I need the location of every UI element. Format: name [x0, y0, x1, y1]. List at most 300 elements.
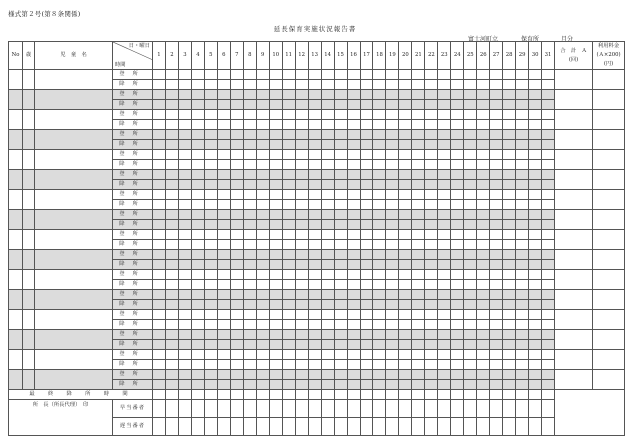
time-cell[interactable] — [230, 140, 243, 150]
time-cell[interactable] — [153, 80, 166, 90]
time-cell[interactable] — [425, 270, 438, 280]
no-cell[interactable] — [9, 170, 23, 190]
time-cell[interactable] — [204, 190, 217, 200]
time-cell[interactable] — [308, 90, 321, 100]
time-cell[interactable] — [308, 270, 321, 280]
staff-cell[interactable] — [295, 418, 308, 436]
time-cell[interactable] — [165, 70, 178, 80]
time-cell[interactable] — [178, 210, 191, 220]
time-cell[interactable] — [321, 350, 334, 360]
time-cell[interactable] — [464, 210, 477, 220]
time-cell[interactable] — [503, 360, 516, 370]
time-cell[interactable] — [269, 300, 282, 310]
time-cell[interactable] — [386, 350, 399, 360]
time-cell[interactable] — [153, 180, 166, 190]
time-cell[interactable] — [490, 160, 503, 170]
time-cell[interactable] — [373, 160, 386, 170]
time-cell[interactable] — [438, 150, 451, 160]
time-cell[interactable] — [425, 130, 438, 140]
time-cell[interactable] — [321, 110, 334, 120]
staff-cell[interactable] — [204, 400, 217, 418]
time-cell[interactable] — [516, 70, 529, 80]
time-cell[interactable] — [451, 200, 464, 210]
time-cell[interactable] — [425, 310, 438, 320]
time-cell[interactable] — [217, 150, 230, 160]
time-cell[interactable] — [153, 370, 166, 380]
time-cell[interactable] — [295, 260, 308, 270]
time-cell[interactable] — [477, 170, 490, 180]
staff-cell[interactable] — [503, 418, 516, 436]
staff-cell[interactable] — [438, 418, 451, 436]
time-cell[interactable] — [529, 120, 542, 130]
time-cell[interactable] — [529, 130, 542, 140]
time-cell[interactable] — [269, 140, 282, 150]
time-cell[interactable] — [165, 250, 178, 260]
time-cell[interactable] — [412, 300, 425, 310]
time-cell[interactable] — [503, 180, 516, 190]
time-cell[interactable] — [178, 260, 191, 270]
time-cell[interactable] — [308, 160, 321, 170]
staff-cell[interactable] — [477, 400, 490, 418]
time-cell[interactable] — [399, 110, 412, 120]
time-cell[interactable] — [153, 150, 166, 160]
time-cell[interactable] — [529, 290, 542, 300]
time-cell[interactable] — [347, 140, 360, 150]
time-cell[interactable] — [295, 70, 308, 80]
time-cell[interactable] — [503, 320, 516, 330]
time-cell[interactable] — [373, 210, 386, 220]
time-cell[interactable] — [360, 270, 373, 280]
time-cell[interactable] — [490, 350, 503, 360]
child-name-cell[interactable] — [35, 290, 113, 310]
staff-cell[interactable] — [243, 418, 256, 436]
time-cell[interactable] — [360, 230, 373, 240]
time-cell[interactable] — [295, 160, 308, 170]
time-cell[interactable] — [490, 210, 503, 220]
time-cell[interactable] — [399, 160, 412, 170]
time-cell[interactable] — [334, 250, 347, 260]
time-cell[interactable] — [308, 200, 321, 210]
time-cell[interactable] — [373, 320, 386, 330]
time-cell[interactable] — [464, 180, 477, 190]
time-cell[interactable] — [477, 180, 490, 190]
time-cell[interactable] — [243, 290, 256, 300]
total-cell[interactable] — [555, 170, 593, 190]
staff-cell[interactable] — [334, 418, 347, 436]
time-cell[interactable] — [204, 340, 217, 350]
time-cell[interactable] — [399, 120, 412, 130]
time-cell[interactable] — [191, 180, 204, 190]
time-cell[interactable] — [425, 320, 438, 330]
fee-cell[interactable] — [593, 90, 625, 110]
time-cell[interactable] — [529, 140, 542, 150]
time-cell[interactable] — [204, 230, 217, 240]
time-cell[interactable] — [165, 220, 178, 230]
child-name-cell[interactable] — [35, 250, 113, 270]
time-cell[interactable] — [399, 100, 412, 110]
time-cell[interactable] — [243, 310, 256, 320]
time-cell[interactable] — [516, 90, 529, 100]
time-cell[interactable] — [516, 380, 529, 390]
time-cell[interactable] — [360, 160, 373, 170]
time-cell[interactable] — [191, 210, 204, 220]
time-cell[interactable] — [295, 340, 308, 350]
time-cell[interactable] — [256, 140, 269, 150]
time-cell[interactable] — [256, 180, 269, 190]
time-cell[interactable] — [334, 310, 347, 320]
time-cell[interactable] — [386, 150, 399, 160]
time-cell[interactable] — [386, 180, 399, 190]
time-cell[interactable] — [217, 360, 230, 370]
time-cell[interactable] — [451, 110, 464, 120]
time-cell[interactable] — [386, 80, 399, 90]
time-cell[interactable] — [399, 90, 412, 100]
time-cell[interactable] — [503, 270, 516, 280]
time-cell[interactable] — [165, 350, 178, 360]
time-cell[interactable] — [308, 130, 321, 140]
time-cell[interactable] — [165, 210, 178, 220]
time-cell[interactable] — [308, 370, 321, 380]
time-cell[interactable] — [204, 90, 217, 100]
time-cell[interactable] — [490, 180, 503, 190]
staff-cell[interactable] — [321, 418, 334, 436]
time-cell[interactable] — [399, 210, 412, 220]
time-cell[interactable] — [451, 130, 464, 140]
time-cell[interactable] — [308, 330, 321, 340]
time-cell[interactable] — [347, 120, 360, 130]
staff-cell[interactable] — [490, 418, 503, 436]
staff-cell[interactable] — [412, 418, 425, 436]
time-cell[interactable] — [321, 100, 334, 110]
time-cell[interactable] — [256, 70, 269, 80]
time-cell[interactable] — [308, 100, 321, 110]
time-cell[interactable] — [217, 210, 230, 220]
time-cell[interactable] — [217, 130, 230, 140]
time-cell[interactable] — [516, 190, 529, 200]
child-name-cell[interactable] — [35, 270, 113, 290]
time-cell[interactable] — [347, 150, 360, 160]
age-cell[interactable] — [23, 250, 35, 270]
time-cell[interactable] — [360, 280, 373, 290]
time-cell[interactable] — [542, 70, 555, 80]
time-cell[interactable] — [334, 270, 347, 280]
time-cell[interactable] — [477, 280, 490, 290]
total-cell[interactable] — [555, 370, 593, 390]
time-cell[interactable] — [153, 170, 166, 180]
staff-cell[interactable] — [282, 418, 295, 436]
time-cell[interactable] — [204, 270, 217, 280]
time-cell[interactable] — [243, 150, 256, 160]
time-cell[interactable] — [464, 120, 477, 130]
time-cell[interactable] — [178, 250, 191, 260]
time-cell[interactable] — [438, 190, 451, 200]
time-cell[interactable] — [516, 130, 529, 140]
time-cell[interactable] — [464, 220, 477, 230]
total-cell[interactable] — [555, 110, 593, 130]
time-cell[interactable] — [542, 350, 555, 360]
time-cell[interactable] — [282, 110, 295, 120]
time-cell[interactable] — [165, 200, 178, 210]
time-cell[interactable] — [464, 90, 477, 100]
time-cell[interactable] — [295, 280, 308, 290]
time-cell[interactable] — [412, 130, 425, 140]
time-cell[interactable] — [529, 370, 542, 380]
time-cell[interactable] — [204, 240, 217, 250]
no-cell[interactable] — [9, 90, 23, 110]
time-cell[interactable] — [451, 120, 464, 130]
time-cell[interactable] — [373, 150, 386, 160]
time-cell[interactable] — [282, 200, 295, 210]
time-cell[interactable] — [153, 230, 166, 240]
time-cell[interactable] — [490, 250, 503, 260]
child-name-cell[interactable] — [35, 210, 113, 230]
time-cell[interactable] — [334, 110, 347, 120]
time-cell[interactable] — [204, 160, 217, 170]
time-cell[interactable] — [516, 100, 529, 110]
total-cell[interactable] — [555, 270, 593, 290]
time-cell[interactable] — [204, 140, 217, 150]
time-cell[interactable] — [516, 240, 529, 250]
staff-cell[interactable] — [425, 418, 438, 436]
time-cell[interactable] — [399, 290, 412, 300]
no-cell[interactable] — [9, 150, 23, 170]
time-cell[interactable] — [204, 320, 217, 330]
time-cell[interactable] — [386, 130, 399, 140]
final-time-cell[interactable] — [516, 390, 529, 400]
time-cell[interactable] — [373, 270, 386, 280]
time-cell[interactable] — [386, 310, 399, 320]
time-cell[interactable] — [386, 260, 399, 270]
time-cell[interactable] — [178, 100, 191, 110]
time-cell[interactable] — [282, 170, 295, 180]
time-cell[interactable] — [412, 320, 425, 330]
time-cell[interactable] — [542, 140, 555, 150]
time-cell[interactable] — [373, 370, 386, 380]
time-cell[interactable] — [464, 310, 477, 320]
time-cell[interactable] — [282, 180, 295, 190]
time-cell[interactable] — [230, 150, 243, 160]
time-cell[interactable] — [334, 300, 347, 310]
time-cell[interactable] — [178, 270, 191, 280]
final-time-cell[interactable] — [490, 390, 503, 400]
child-name-cell[interactable] — [35, 150, 113, 170]
time-cell[interactable] — [529, 220, 542, 230]
time-cell[interactable] — [464, 370, 477, 380]
time-cell[interactable] — [178, 70, 191, 80]
fee-cell[interactable] — [593, 250, 625, 270]
time-cell[interactable] — [282, 70, 295, 80]
staff-cell[interactable] — [230, 418, 243, 436]
time-cell[interactable] — [191, 250, 204, 260]
time-cell[interactable] — [360, 200, 373, 210]
time-cell[interactable] — [321, 160, 334, 170]
time-cell[interactable] — [282, 300, 295, 310]
time-cell[interactable] — [230, 90, 243, 100]
time-cell[interactable] — [386, 210, 399, 220]
time-cell[interactable] — [217, 180, 230, 190]
time-cell[interactable] — [360, 360, 373, 370]
staff-cell[interactable] — [360, 418, 373, 436]
time-cell[interactable] — [230, 380, 243, 390]
time-cell[interactable] — [451, 180, 464, 190]
time-cell[interactable] — [243, 140, 256, 150]
time-cell[interactable] — [399, 170, 412, 180]
staff-cell[interactable] — [178, 418, 191, 436]
time-cell[interactable] — [347, 370, 360, 380]
age-cell[interactable] — [23, 150, 35, 170]
time-cell[interactable] — [438, 210, 451, 220]
time-cell[interactable] — [217, 330, 230, 340]
time-cell[interactable] — [516, 330, 529, 340]
time-cell[interactable] — [191, 280, 204, 290]
time-cell[interactable] — [529, 340, 542, 350]
time-cell[interactable] — [425, 90, 438, 100]
time-cell[interactable] — [347, 240, 360, 250]
staff-cell[interactable] — [373, 418, 386, 436]
time-cell[interactable] — [295, 250, 308, 260]
total-cell[interactable] — [555, 130, 593, 150]
time-cell[interactable] — [477, 80, 490, 90]
time-cell[interactable] — [256, 170, 269, 180]
time-cell[interactable] — [230, 320, 243, 330]
time-cell[interactable] — [529, 170, 542, 180]
time-cell[interactable] — [217, 310, 230, 320]
final-time-cell[interactable] — [373, 390, 386, 400]
time-cell[interactable] — [230, 360, 243, 370]
time-cell[interactable] — [230, 340, 243, 350]
time-cell[interactable] — [425, 380, 438, 390]
time-cell[interactable] — [191, 260, 204, 270]
time-cell[interactable] — [438, 360, 451, 370]
time-cell[interactable] — [464, 270, 477, 280]
time-cell[interactable] — [282, 210, 295, 220]
time-cell[interactable] — [269, 290, 282, 300]
time-cell[interactable] — [386, 200, 399, 210]
time-cell[interactable] — [308, 360, 321, 370]
staff-cell[interactable] — [308, 400, 321, 418]
fee-cell[interactable] — [593, 270, 625, 290]
time-cell[interactable] — [347, 80, 360, 90]
fee-cell[interactable] — [593, 290, 625, 310]
time-cell[interactable] — [295, 240, 308, 250]
time-cell[interactable] — [399, 190, 412, 200]
staff-cell[interactable] — [334, 400, 347, 418]
time-cell[interactable] — [308, 290, 321, 300]
time-cell[interactable] — [490, 380, 503, 390]
time-cell[interactable] — [529, 240, 542, 250]
time-cell[interactable] — [360, 110, 373, 120]
time-cell[interactable] — [425, 220, 438, 230]
time-cell[interactable] — [503, 370, 516, 380]
time-cell[interactable] — [360, 220, 373, 230]
time-cell[interactable] — [399, 240, 412, 250]
time-cell[interactable] — [412, 290, 425, 300]
time-cell[interactable] — [425, 190, 438, 200]
time-cell[interactable] — [347, 230, 360, 240]
time-cell[interactable] — [399, 360, 412, 370]
time-cell[interactable] — [438, 250, 451, 260]
time-cell[interactable] — [503, 170, 516, 180]
time-cell[interactable] — [464, 360, 477, 370]
time-cell[interactable] — [516, 160, 529, 170]
time-cell[interactable] — [165, 380, 178, 390]
time-cell[interactable] — [295, 90, 308, 100]
time-cell[interactable] — [412, 90, 425, 100]
time-cell[interactable] — [243, 260, 256, 270]
time-cell[interactable] — [191, 310, 204, 320]
time-cell[interactable] — [308, 180, 321, 190]
time-cell[interactable] — [217, 350, 230, 360]
time-cell[interactable] — [334, 260, 347, 270]
time-cell[interactable] — [243, 360, 256, 370]
time-cell[interactable] — [451, 380, 464, 390]
time-cell[interactable] — [165, 370, 178, 380]
time-cell[interactable] — [451, 220, 464, 230]
time-cell[interactable] — [464, 300, 477, 310]
time-cell[interactable] — [516, 290, 529, 300]
time-cell[interactable] — [191, 270, 204, 280]
time-cell[interactable] — [373, 380, 386, 390]
time-cell[interactable] — [165, 130, 178, 140]
time-cell[interactable] — [334, 90, 347, 100]
time-cell[interactable] — [477, 130, 490, 140]
time-cell[interactable] — [321, 320, 334, 330]
time-cell[interactable] — [386, 70, 399, 80]
time-cell[interactable] — [516, 170, 529, 180]
fee-cell[interactable] — [593, 130, 625, 150]
time-cell[interactable] — [490, 120, 503, 130]
child-name-cell[interactable] — [35, 350, 113, 370]
time-cell[interactable] — [425, 170, 438, 180]
time-cell[interactable] — [269, 250, 282, 260]
staff-cell[interactable] — [269, 400, 282, 418]
time-cell[interactable] — [373, 340, 386, 350]
time-cell[interactable] — [412, 140, 425, 150]
time-cell[interactable] — [321, 360, 334, 370]
time-cell[interactable] — [386, 140, 399, 150]
time-cell[interactable] — [165, 90, 178, 100]
time-cell[interactable] — [373, 230, 386, 240]
time-cell[interactable] — [516, 140, 529, 150]
time-cell[interactable] — [464, 320, 477, 330]
time-cell[interactable] — [282, 150, 295, 160]
time-cell[interactable] — [256, 280, 269, 290]
fee-cell[interactable] — [593, 210, 625, 230]
time-cell[interactable] — [230, 160, 243, 170]
time-cell[interactable] — [490, 200, 503, 210]
total-cell[interactable] — [555, 330, 593, 350]
final-time-cell[interactable] — [243, 390, 256, 400]
time-cell[interactable] — [191, 240, 204, 250]
time-cell[interactable] — [204, 370, 217, 380]
time-cell[interactable] — [282, 90, 295, 100]
time-cell[interactable] — [542, 150, 555, 160]
time-cell[interactable] — [295, 80, 308, 90]
time-cell[interactable] — [321, 250, 334, 260]
time-cell[interactable] — [282, 230, 295, 240]
time-cell[interactable] — [412, 100, 425, 110]
time-cell[interactable] — [438, 230, 451, 240]
time-cell[interactable] — [516, 340, 529, 350]
time-cell[interactable] — [256, 160, 269, 170]
time-cell[interactable] — [347, 310, 360, 320]
no-cell[interactable] — [9, 250, 23, 270]
time-cell[interactable] — [529, 190, 542, 200]
time-cell[interactable] — [438, 290, 451, 300]
time-cell[interactable] — [516, 250, 529, 260]
time-cell[interactable] — [399, 300, 412, 310]
time-cell[interactable] — [321, 370, 334, 380]
